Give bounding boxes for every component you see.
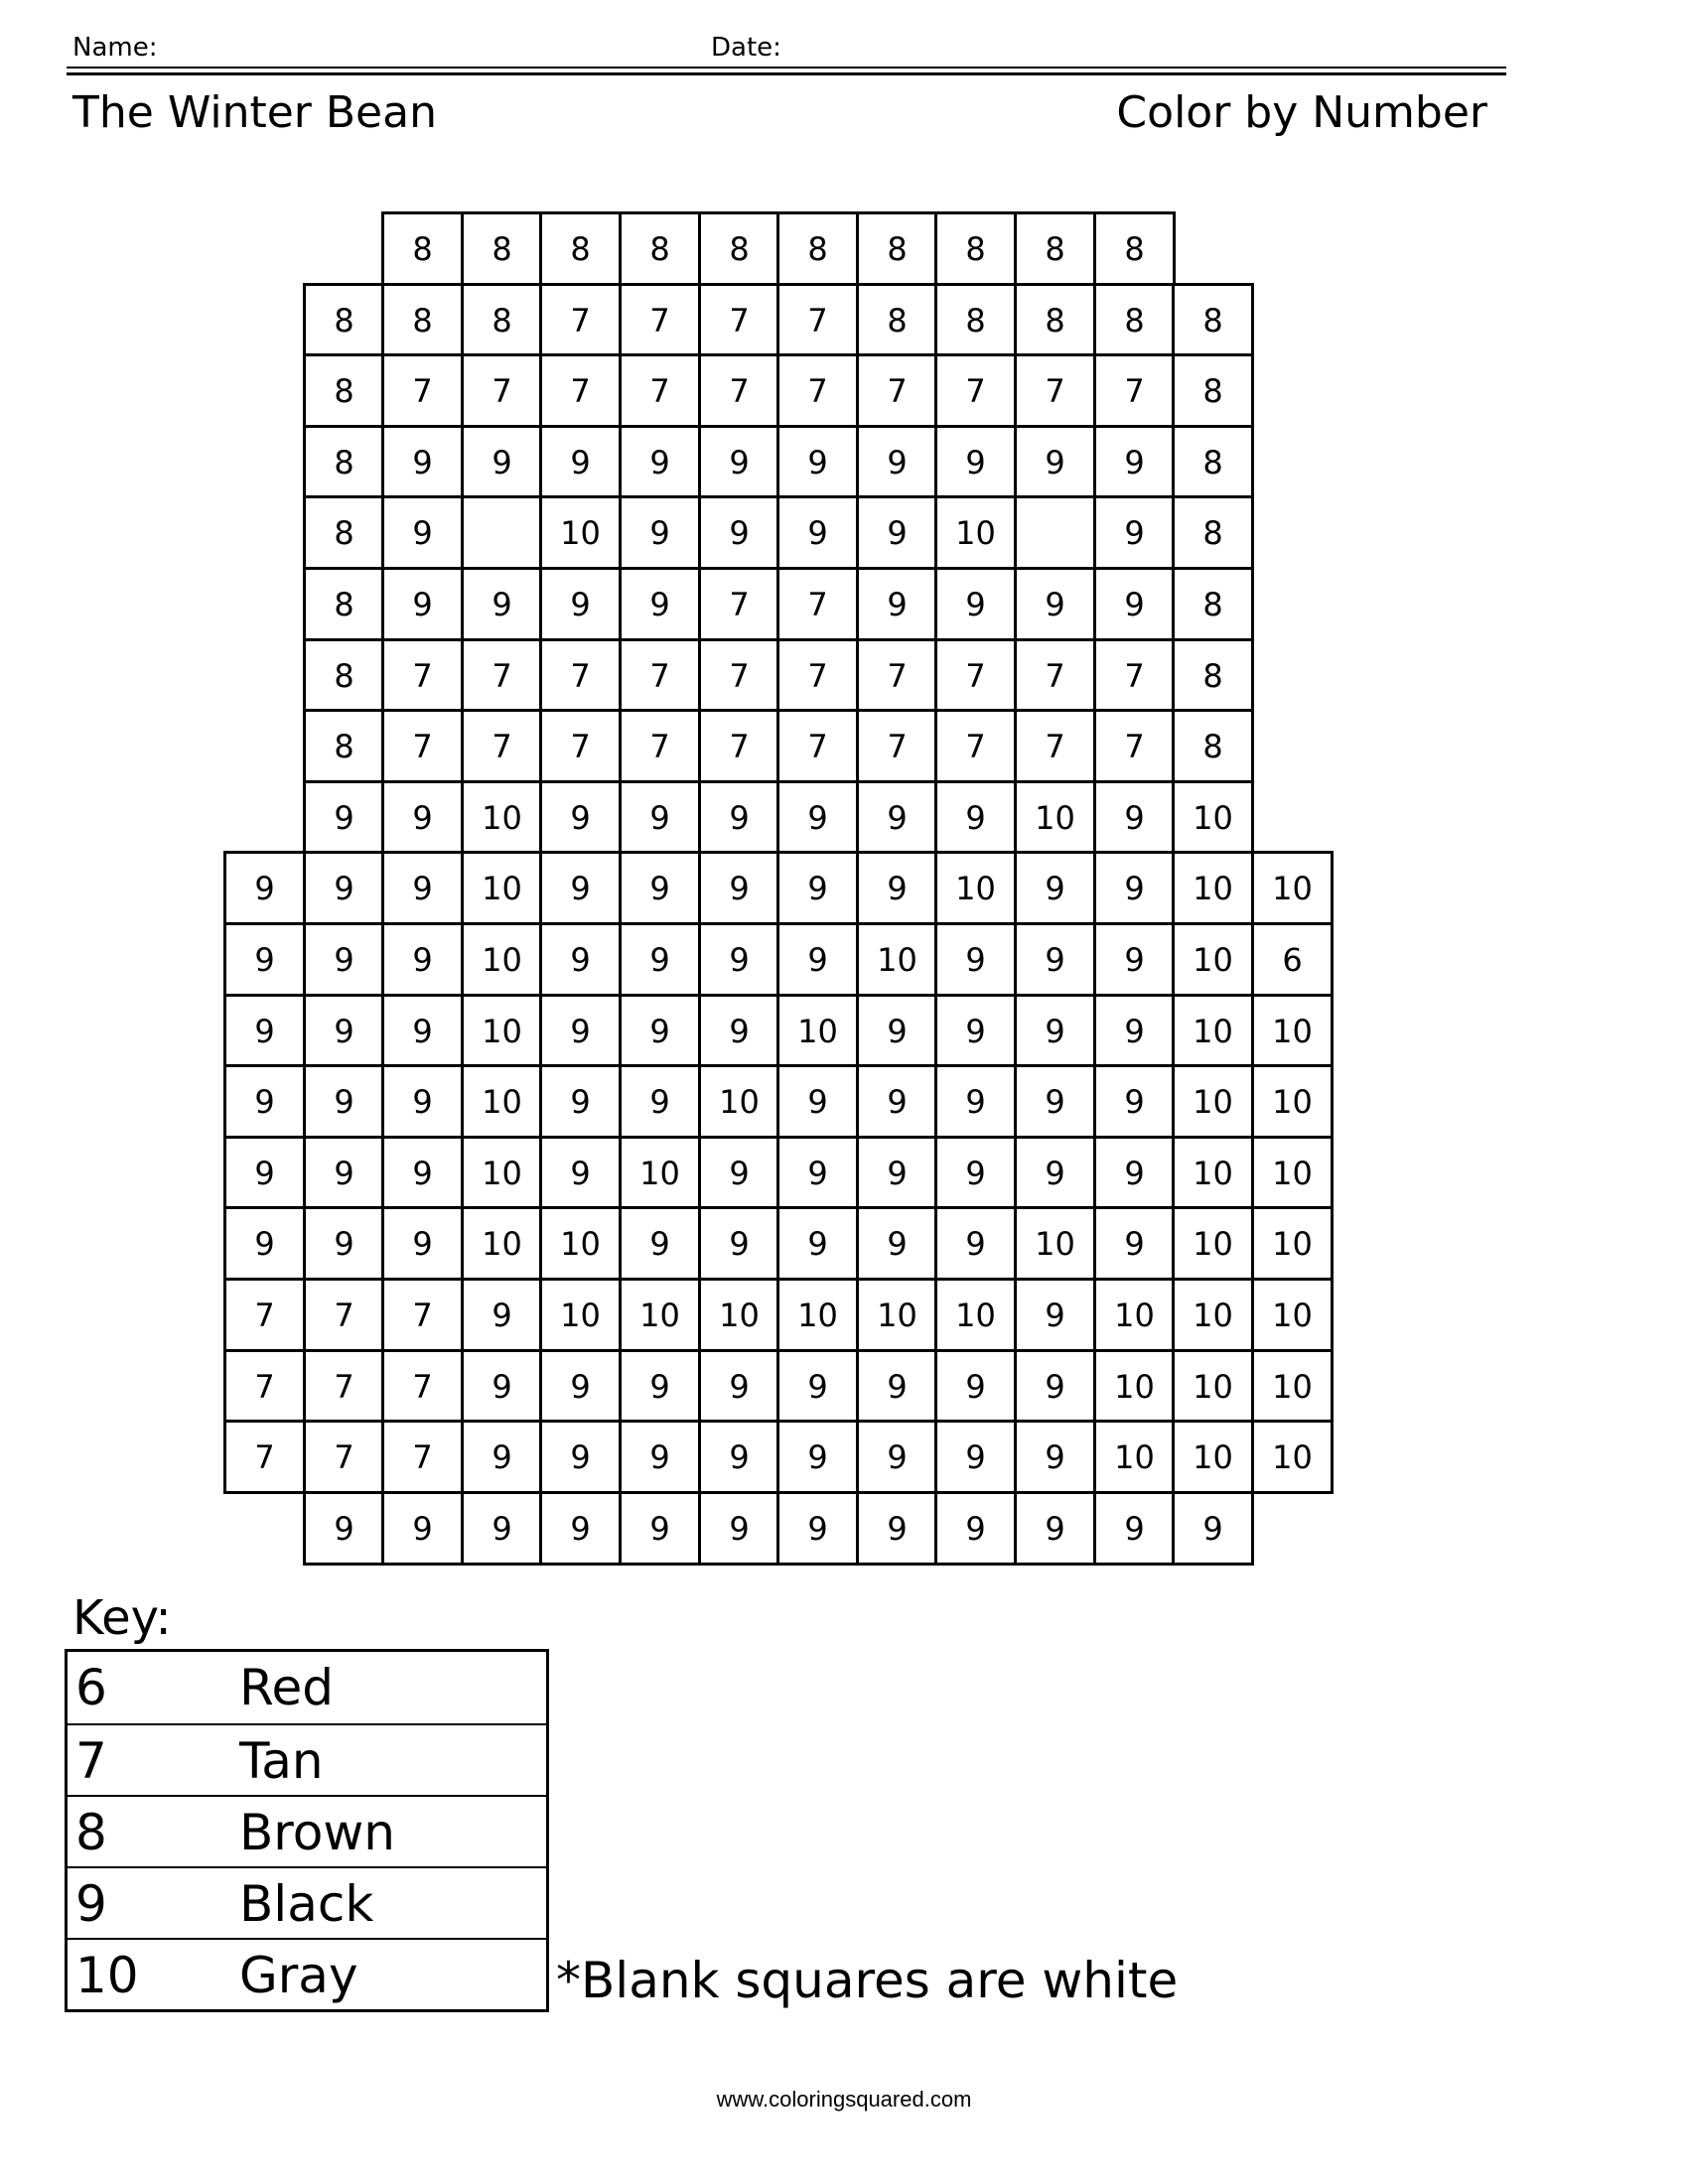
grid-cell: 9 — [539, 922, 622, 997]
grid-cell: 9 — [381, 922, 464, 997]
grid-cell: 6 — [1251, 922, 1334, 997]
grid-cell: 8 — [1014, 211, 1096, 286]
grid-cell: 10 — [619, 1136, 701, 1210]
grid-cell: 10 — [1172, 851, 1254, 925]
grid-cell: 9 — [776, 1349, 859, 1424]
grid-cell: 7 — [934, 638, 1017, 713]
grid-cell: 7 — [1014, 353, 1096, 428]
grid-cell: 9 — [856, 1420, 938, 1494]
grid-cell: 9 — [776, 1420, 859, 1494]
grid-cell: 9 — [303, 1136, 385, 1210]
grid-cell: 10 — [461, 1136, 543, 1210]
key-row — [68, 1866, 546, 1938]
grid-cell: 9 — [223, 1136, 306, 1210]
grid-cell: 7 — [698, 353, 780, 428]
grid-cell: 9 — [461, 1491, 543, 1566]
grid-cell: 7 — [619, 353, 701, 428]
grid-cell: 9 — [1014, 922, 1096, 997]
grid-cell: 10 — [856, 922, 938, 997]
key-number: 6 — [75, 1659, 107, 1716]
grid-cell — [461, 495, 543, 570]
grid-cell: 7 — [1093, 353, 1176, 428]
grid-cell: 8 — [539, 211, 622, 286]
name-label: Name: — [72, 33, 158, 63]
grid-cell: 9 — [619, 922, 701, 997]
grid-cell: 9 — [223, 922, 306, 997]
grid-cell: 9 — [381, 994, 464, 1068]
grid-cell: 10 — [619, 1278, 701, 1352]
grid-cell: 10 — [698, 1278, 780, 1352]
grid-cell: 7 — [776, 353, 859, 428]
grid-cell: 9 — [856, 1136, 938, 1210]
grid-cell: 9 — [1014, 1420, 1096, 1494]
grid-cell: 10 — [461, 922, 543, 997]
grid-cell: 7 — [381, 1278, 464, 1352]
grid-cell: 10 — [1093, 1349, 1176, 1424]
grid-cell: 9 — [619, 495, 701, 570]
grid-cell: 9 — [698, 1206, 780, 1281]
grid-cell: 9 — [303, 994, 385, 1068]
key-number: 8 — [75, 1804, 107, 1861]
date-label: Date: — [711, 33, 781, 63]
grid-cell: 9 — [1093, 1136, 1176, 1210]
grid-cell: 8 — [934, 283, 1017, 357]
grid-cell: 7 — [381, 353, 464, 428]
grid-cell: 9 — [776, 1136, 859, 1210]
grid-cell: 8 — [461, 283, 543, 357]
grid-cell: 9 — [539, 1064, 622, 1139]
grid-cell: 7 — [303, 1420, 385, 1494]
grid-cell: 10 — [1251, 1278, 1334, 1352]
grid-cell: 7 — [856, 638, 938, 713]
key-number: 7 — [75, 1732, 107, 1790]
grid-cell: 9 — [461, 1349, 543, 1424]
grid-cell: 9 — [1093, 1206, 1176, 1281]
grid-cell: 9 — [381, 780, 464, 855]
grid-cell: 7 — [856, 353, 938, 428]
key-row — [68, 1938, 546, 2009]
grid-cell: 9 — [223, 1206, 306, 1281]
grid-cell: 8 — [934, 211, 1017, 286]
grid-cell: 9 — [539, 425, 622, 499]
grid-cell: 9 — [776, 922, 859, 997]
grid-cell: 9 — [539, 1491, 622, 1566]
key-row — [68, 1723, 546, 1795]
grid-cell: 9 — [539, 1136, 622, 1210]
grid-cell: 9 — [381, 851, 464, 925]
grid-cell: 8 — [303, 425, 385, 499]
grid-cell: 9 — [934, 1491, 1017, 1566]
grid-cell: 10 — [539, 495, 622, 570]
grid-cell: 9 — [856, 994, 938, 1068]
grid-cell: 9 — [776, 1491, 859, 1566]
grid-cell: 9 — [303, 851, 385, 925]
grid-cell: 9 — [1014, 851, 1096, 925]
page-title: The Winter Bean — [72, 87, 437, 138]
grid-cell: 10 — [934, 851, 1017, 925]
key-row — [68, 1652, 546, 1723]
grid-cell: 9 — [934, 1420, 1017, 1494]
grid-cell: 9 — [381, 495, 464, 570]
grid-cell: 10 — [1251, 1136, 1334, 1210]
grid-cell: 10 — [1014, 780, 1096, 855]
grid-cell: 10 — [1172, 1064, 1254, 1139]
grid-cell: 9 — [698, 922, 780, 997]
grid-cell: 7 — [303, 1349, 385, 1424]
grid-cell: 9 — [934, 994, 1017, 1068]
grid-cell: 9 — [1172, 1491, 1254, 1566]
grid-cell: 10 — [1251, 994, 1334, 1068]
grid-cell: 9 — [698, 1420, 780, 1494]
grid-cell: 9 — [461, 567, 543, 641]
key-color-name: Black — [239, 1875, 374, 1933]
grid-cell: 8 — [1172, 353, 1254, 428]
grid-cell: 9 — [461, 425, 543, 499]
grid-cell: 9 — [934, 567, 1017, 641]
grid-cell: 10 — [934, 495, 1017, 570]
grid-cell: 9 — [934, 1136, 1017, 1210]
grid-cell: 9 — [381, 1136, 464, 1210]
grid-cell: 7 — [539, 709, 622, 783]
grid-cell: 7 — [698, 638, 780, 713]
grid-cell: 8 — [303, 567, 385, 641]
grid-cell: 7 — [223, 1278, 306, 1352]
grid-cell: 9 — [381, 425, 464, 499]
grid-cell: 9 — [856, 780, 938, 855]
grid-cell: 10 — [1014, 1206, 1096, 1281]
grid-cell: 10 — [461, 1206, 543, 1281]
grid-cell: 9 — [1014, 994, 1096, 1068]
grid-cell: 7 — [461, 709, 543, 783]
grid-cell: 9 — [619, 425, 701, 499]
grid-cell: 10 — [1172, 780, 1254, 855]
grid-cell: 9 — [539, 1349, 622, 1424]
grid-cell: 10 — [934, 1278, 1017, 1352]
grid-cell: 10 — [776, 994, 859, 1068]
grid-cell: 9 — [934, 922, 1017, 997]
grid-cell: 7 — [776, 567, 859, 641]
grid-cell: 7 — [698, 283, 780, 357]
grid-cell: 8 — [303, 495, 385, 570]
grid-cell: 10 — [1172, 1136, 1254, 1210]
grid-cell: 9 — [1093, 425, 1176, 499]
grid-cell: 7 — [934, 709, 1017, 783]
grid-cell — [1014, 495, 1096, 570]
grid-cell: 10 — [539, 1278, 622, 1352]
grid-cell: 9 — [1014, 1064, 1096, 1139]
grid-cell: 7 — [539, 353, 622, 428]
grid-cell: 9 — [619, 1064, 701, 1139]
grid-cell: 9 — [776, 1206, 859, 1281]
grid-cell: 9 — [619, 1206, 701, 1281]
grid-cell: 8 — [856, 211, 938, 286]
grid-cell: 10 — [539, 1206, 622, 1281]
grid-cell: 7 — [461, 638, 543, 713]
grid-cell: 9 — [856, 567, 938, 641]
key-color-name: Brown — [239, 1804, 395, 1861]
grid-cell: 10 — [1093, 1278, 1176, 1352]
grid-cell: 8 — [303, 638, 385, 713]
grid-cell: 7 — [619, 283, 701, 357]
grid-cell: 9 — [461, 1420, 543, 1494]
grid-cell: 7 — [381, 1420, 464, 1494]
grid-cell: 9 — [1014, 1349, 1096, 1424]
grid-cell: 7 — [539, 283, 622, 357]
grid-cell: 9 — [619, 780, 701, 855]
grid-cell: 9 — [934, 1206, 1017, 1281]
grid-cell: 8 — [461, 211, 543, 286]
grid-cell: 9 — [303, 780, 385, 855]
grid-cell: 10 — [1172, 922, 1254, 997]
grid-cell: 7 — [776, 709, 859, 783]
grid-cell: 7 — [776, 283, 859, 357]
grid-cell: 9 — [461, 1278, 543, 1352]
grid-cell: 9 — [1093, 780, 1176, 855]
grid-cell: 9 — [539, 567, 622, 641]
grid-cell: 8 — [1093, 211, 1176, 286]
grid-cell: 8 — [698, 211, 780, 286]
grid-cell: 9 — [223, 994, 306, 1068]
grid-cell: 7 — [856, 709, 938, 783]
grid-cell: 8 — [1172, 425, 1254, 499]
grid-cell: 8 — [381, 211, 464, 286]
grid-cell: 9 — [934, 780, 1017, 855]
key-number: 10 — [75, 1947, 139, 2004]
grid-cell: 10 — [1251, 1420, 1334, 1494]
key-table — [65, 1649, 549, 2012]
grid-cell: 7 — [619, 638, 701, 713]
grid-cell: 7 — [381, 638, 464, 713]
grid-cell: 9 — [1014, 1491, 1096, 1566]
grid-cell: 9 — [1093, 851, 1176, 925]
header-rule-top — [67, 67, 1506, 68]
grid-cell: 7 — [223, 1349, 306, 1424]
grid-cell: 9 — [303, 1206, 385, 1281]
grid-cell: 9 — [381, 1491, 464, 1566]
page-subtitle: Color by Number — [1116, 87, 1487, 138]
grid-cell: 10 — [1251, 1349, 1334, 1424]
grid-cell: 9 — [381, 1064, 464, 1139]
grid-cell: 7 — [223, 1420, 306, 1494]
grid-cell: 9 — [1014, 567, 1096, 641]
grid-cell: 9 — [698, 780, 780, 855]
grid-cell: 9 — [776, 425, 859, 499]
grid-cell: 8 — [303, 353, 385, 428]
grid-cell: 9 — [223, 851, 306, 925]
grid-cell: 9 — [934, 1064, 1017, 1139]
grid-cell: 9 — [539, 1420, 622, 1494]
grid-cell: 10 — [1172, 994, 1254, 1068]
grid-cell: 7 — [539, 638, 622, 713]
grid-cell: 10 — [698, 1064, 780, 1139]
grid-cell: 9 — [698, 425, 780, 499]
grid-cell: 9 — [698, 1491, 780, 1566]
grid-cell: 9 — [539, 994, 622, 1068]
key-number: 9 — [75, 1875, 107, 1933]
grid-cell: 9 — [856, 1491, 938, 1566]
grid-cell: 9 — [223, 1064, 306, 1139]
grid-cell: 9 — [1014, 1278, 1096, 1352]
grid-cell: 7 — [619, 709, 701, 783]
grid-cell: 8 — [1014, 283, 1096, 357]
grid-cell: 10 — [461, 994, 543, 1068]
grid-cell: 9 — [934, 1349, 1017, 1424]
grid-cell: 10 — [1172, 1206, 1254, 1281]
grid-cell: 7 — [381, 1349, 464, 1424]
blank-squares-note: *Blank squares are white — [556, 1952, 1179, 2009]
grid-cell: 9 — [698, 1136, 780, 1210]
grid-cell: 9 — [303, 1491, 385, 1566]
grid-cell: 9 — [856, 495, 938, 570]
grid-cell: 10 — [1172, 1278, 1254, 1352]
grid-cell: 7 — [934, 353, 1017, 428]
grid-cell: 9 — [381, 567, 464, 641]
grid-cell: 9 — [698, 851, 780, 925]
grid-cell: 9 — [619, 994, 701, 1068]
grid-cell: 9 — [619, 1491, 701, 1566]
grid-cell: 8 — [1172, 567, 1254, 641]
grid-cell: 8 — [303, 709, 385, 783]
grid-cell: 8 — [381, 283, 464, 357]
grid-cell: 9 — [381, 1206, 464, 1281]
grid-cell: 9 — [856, 1206, 938, 1281]
key-heading: Key: — [72, 1590, 172, 1646]
grid-cell: 7 — [303, 1278, 385, 1352]
grid-cell: 10 — [856, 1278, 938, 1352]
grid-cell: 10 — [461, 851, 543, 925]
grid-cell: 9 — [776, 1064, 859, 1139]
grid-cell: 9 — [1093, 994, 1176, 1068]
grid-cell: 7 — [1014, 709, 1096, 783]
grid-cell: 8 — [856, 283, 938, 357]
grid-cell: 9 — [619, 567, 701, 641]
grid-cell: 9 — [1093, 495, 1176, 570]
grid-cell: 9 — [856, 1349, 938, 1424]
grid-cell: 9 — [698, 1349, 780, 1424]
grid-cell: 7 — [698, 709, 780, 783]
grid-cell: 10 — [1093, 1420, 1176, 1494]
key-color-name: Tan — [239, 1732, 324, 1790]
key-color-name: Gray — [239, 1947, 358, 2004]
grid-cell: 9 — [1093, 567, 1176, 641]
header-rule-bottom — [67, 72, 1506, 75]
key-color-name: Red — [239, 1659, 334, 1716]
grid-cell: 9 — [303, 1064, 385, 1139]
grid-cell: 10 — [1172, 1420, 1254, 1494]
grid-cell: 9 — [934, 425, 1017, 499]
grid-cell: 10 — [461, 1064, 543, 1139]
grid-cell: 9 — [1093, 1491, 1176, 1566]
grid-cell: 7 — [1093, 709, 1176, 783]
grid-cell: 9 — [856, 851, 938, 925]
grid-cell: 8 — [1172, 638, 1254, 713]
grid-cell: 9 — [619, 1420, 701, 1494]
footer-url: www.coloringsquared.com — [716, 2087, 972, 2112]
grid-cell: 7 — [776, 638, 859, 713]
grid-cell: 10 — [1251, 1206, 1334, 1281]
grid-cell: 7 — [461, 353, 543, 428]
key-row — [68, 1795, 546, 1866]
grid-cell: 8 — [776, 211, 859, 286]
grid-cell: 9 — [1093, 1064, 1176, 1139]
grid-cell: 9 — [1014, 425, 1096, 499]
grid-cell: 9 — [303, 922, 385, 997]
grid-cell: 9 — [619, 1349, 701, 1424]
grid-cell: 8 — [1093, 283, 1176, 357]
grid-cell: 10 — [1251, 1064, 1334, 1139]
grid-cell: 7 — [1014, 638, 1096, 713]
grid-cell: 7 — [1093, 638, 1176, 713]
grid-cell: 9 — [698, 495, 780, 570]
grid-cell: 9 — [698, 994, 780, 1068]
grid-cell: 7 — [698, 567, 780, 641]
grid-cell: 8 — [1172, 495, 1254, 570]
grid-cell: 9 — [856, 425, 938, 499]
grid-cell: 9 — [1093, 922, 1176, 997]
grid-cell: 9 — [776, 495, 859, 570]
grid-cell: 8 — [303, 283, 385, 357]
grid-cell: 9 — [539, 780, 622, 855]
grid-cell: 9 — [776, 851, 859, 925]
grid-cell: 9 — [776, 780, 859, 855]
grid-cell: 9 — [619, 851, 701, 925]
grid-cell: 9 — [1014, 1136, 1096, 1210]
grid-cell: 9 — [539, 851, 622, 925]
grid-cell: 8 — [1172, 709, 1254, 783]
grid-cell: 8 — [1172, 283, 1254, 357]
grid-cell: 9 — [856, 1064, 938, 1139]
grid-cell: 8 — [619, 211, 701, 286]
grid-cell: 10 — [1172, 1349, 1254, 1424]
grid-cell: 10 — [1251, 851, 1334, 925]
grid-cell: 7 — [381, 709, 464, 783]
grid-cell: 10 — [461, 780, 543, 855]
grid-cell: 10 — [776, 1278, 859, 1352]
